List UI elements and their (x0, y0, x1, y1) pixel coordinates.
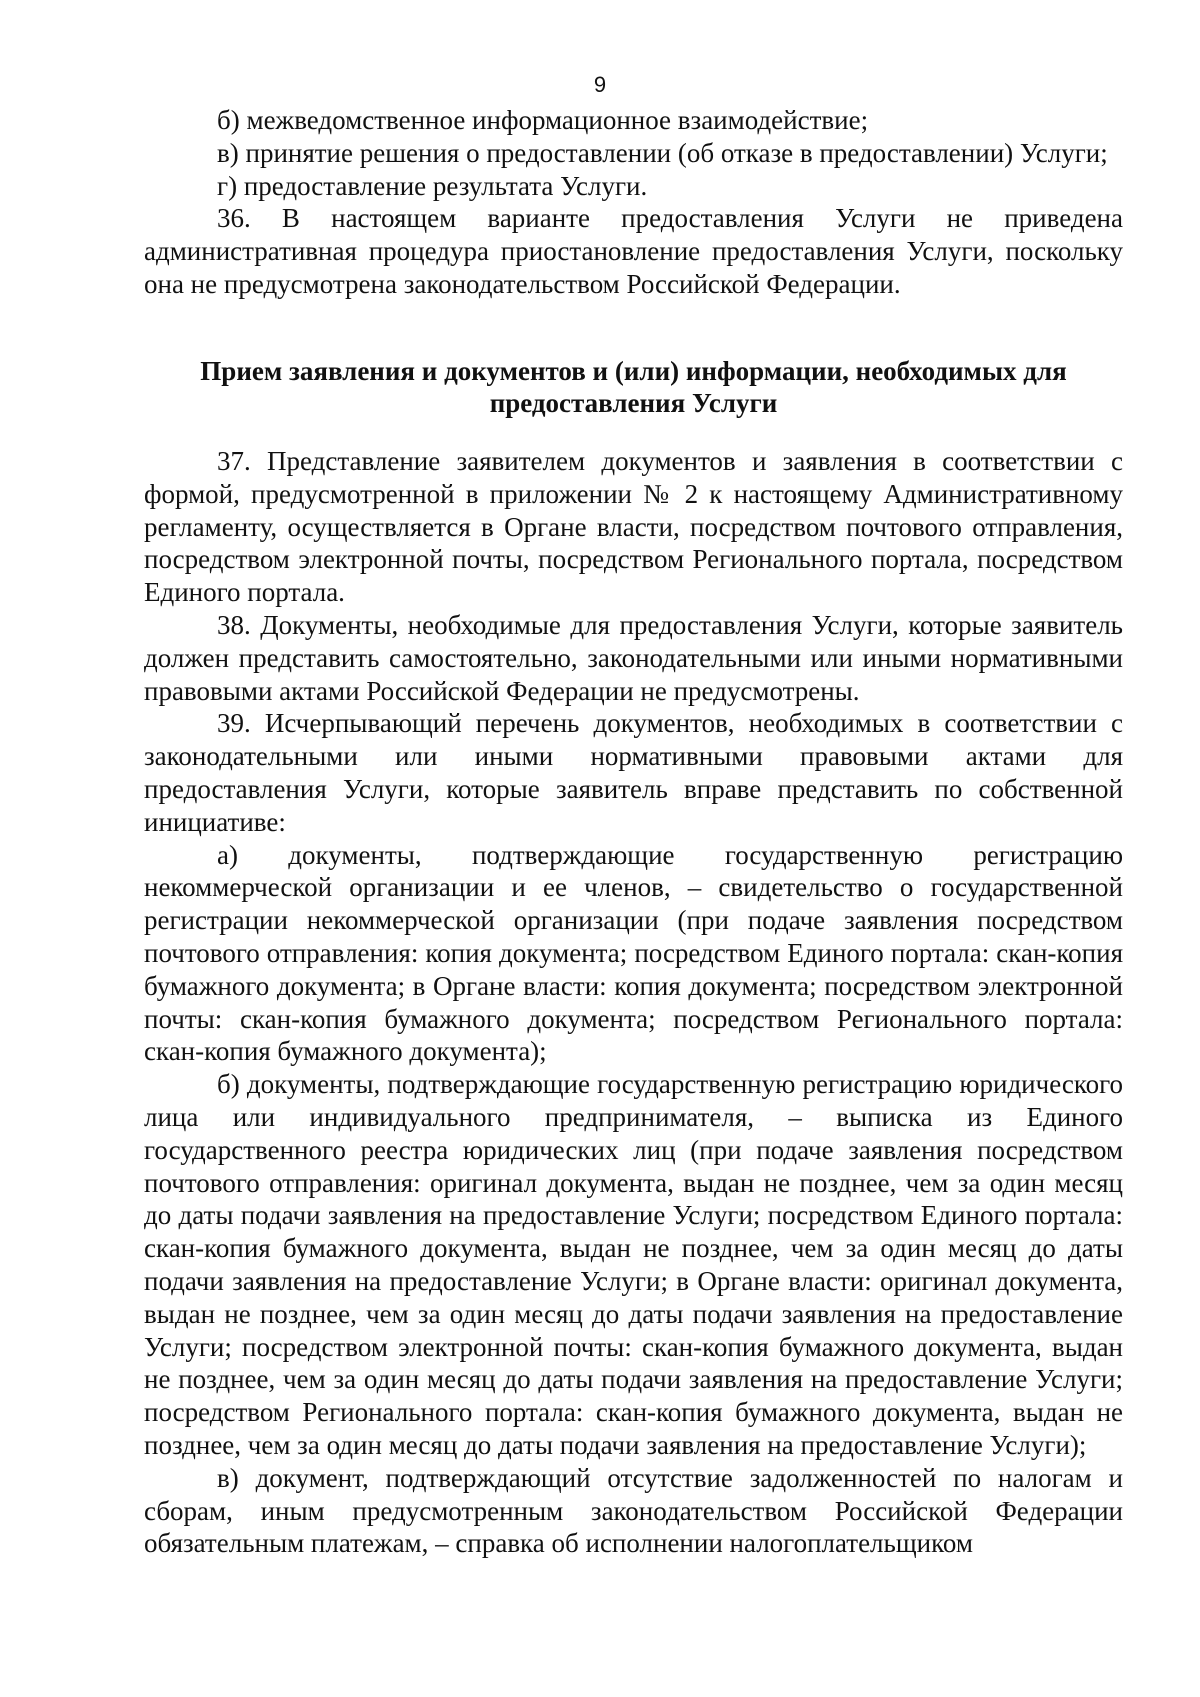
section-heading-line-1: Прием заявления и документов и (или) информации, необходимых для (200, 356, 1067, 386)
paragraph-item-g: г) предоставление результата Услуги. (217, 170, 648, 201)
section-body (144, 445, 1123, 1560)
paragraph-37: 37. Представление заявителем документов и заявления в соответствии с формой, предусмотренной в приложении № 2 к настоящему Административному регламенту, осуществляется в Органе власти, посредством почтового отправления, посредством электронной почты, посредством Регионального портала, посредством Единого портала. (144, 446, 1123, 608)
procedures-list (144, 104, 1123, 301)
section-heading-line-2: предоставления Услуги (489, 388, 778, 418)
paragraph-39: 39. Исчерпывающий перечень документов, необходимых в соответствии с законодательными или иными нормативными правовыми актами для предоставления Услуги, которые заявитель вправе представить по собственной инициативе: (144, 708, 1123, 837)
paragraph-39-item-v: в) документ, подтверждающий отсутствие задолженностей по налогам и сборам, иным предусмотренным законодательством Российской Федерации обязательным платежам, – справка об исполнении налогоплательщиком (144, 1462, 1123, 1559)
paragraph-36: 36. В настоящем варианте предоставления Услуги не приведена административная процедура приостановление предоставления Услуги, поскольку она не предусмотрена законодательством Российской Федерации. (144, 203, 1123, 299)
paragraph-item-v: в) принятие решения о предоставлении (об отказе в предоставлении) Услуги; (217, 137, 1108, 168)
page-number: 9 (593, 72, 607, 97)
paragraph-39-item-b: б) документы, подтверждающие государственную регистрацию юридического лица или индивидуального предпринимателя, – выписка из Единого государственного реестра юридических лиц (при подаче заявления посредством почтового отправления: оригинал документа, выдан не позднее, чем за один месяц до даты подачи заявления на предоставление Услуги; посредством Единого портала: скан-копия бумажного документа, выдан не позднее, чем за один месяц до даты подачи заявления на предоставление Услуги; в Органе власти: оригинал документа, выдан не позднее, чем за один месяц до даты подачи заявления на предоставление Услуги; посредством электронной почты: скан-копия бумажного документа, выдан не позднее, чем за один месяц до даты подачи заявления на предоставление Услуги; посредством Регионального портала: скан-копия бумажного документа, выдан не позднее, чем за один месяц до даты подачи заявления на предоставление Услуги); (144, 1069, 1123, 1460)
paragraph-39-item-a: а) документы, подтверждающие государственную регистрацию некоммерческой организации и ее членов, – свидетельство о государственной регистрации некоммерческой организации (при подаче заявления посредством почтового отправления: копия документа; посредством Единого портала: скан-копия бумажного документа; в Органе власти: копия документа; посредством электронной почты: скан-копия бумажного документа; посредством Регионального портала: скан-копия бумажного документа); (144, 839, 1123, 1067)
section-heading (144, 355, 1123, 419)
paragraph-38: 38. Документы, необходимые для предоставления Услуги, которые заявитель должен представить самостоятельно, законодательными или иными нормативными правовыми актами Российской Федерации не предусмотрены. (144, 609, 1123, 706)
paragraph-item-b: б) межведомственное информационное взаимодействие; (217, 105, 869, 135)
